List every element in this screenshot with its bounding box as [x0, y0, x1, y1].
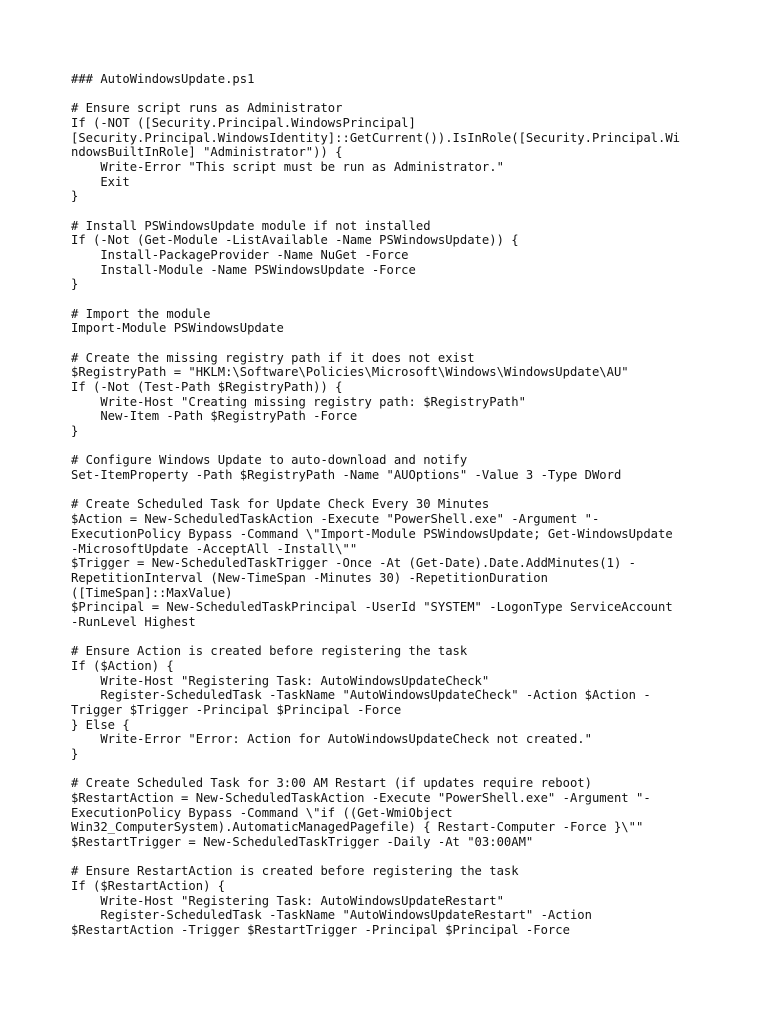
code-line: # Create Scheduled Task for 3:00 AM Restart (if updates require reboot) — [71, 776, 592, 791]
blank-line — [71, 483, 711, 498]
blank-line — [71, 762, 711, 777]
code-line: # Create Scheduled Task for Update Check Every 30 Minutes — [71, 497, 490, 512]
code-line: $RestartTrigger = New-ScheduledTaskTrigger -Daily -At "03:00AM" — [71, 834, 534, 849]
blank-line — [71, 630, 711, 645]
code-line: # Ensure script runs as Administrator — [71, 101, 343, 116]
code-line: ExecutionPolicy Bypass -Command \"Import-Module PSWindowsUpdate; Get-WindowsUpdate — [71, 526, 673, 541]
code-line: Import-Module PSWindowsUpdate — [71, 321, 284, 336]
code-line: Register-ScheduledTask -TaskName "AutoWindowsUpdateRestart" -Action — [71, 908, 592, 923]
blank-line — [71, 204, 711, 219]
code-line: ndowsBuiltInRole] "Administrator")) { — [71, 145, 343, 160]
code-line: -MicrosoftUpdate -AcceptAll -Install\"" — [71, 541, 358, 556]
code-line: [Security.Principal.WindowsIdentity]::GetCurrent()).IsInRole([Security.Principal.Wi — [71, 130, 681, 145]
code-line: If (-Not (Get-Module -ListAvailable -Name PSWindowsUpdate)) { — [71, 233, 519, 248]
code-line: $RestartAction = New-ScheduledTaskAction -Execute "PowerShell.exe" -Argument "- — [71, 790, 651, 805]
code-line: New-Item -Path $RegistryPath -Force — [71, 409, 358, 424]
blank-line — [71, 439, 711, 454]
code-line: If ($RestartAction) { — [71, 878, 226, 893]
code-line: # Install PSWindowsUpdate module if not installed — [71, 218, 431, 233]
code-line: # Configure Windows Update to auto-download and notify — [71, 453, 468, 468]
code-line: If ($Action) { — [71, 658, 174, 673]
code-line: # Import the module — [71, 306, 211, 321]
code-line: -RunLevel Highest — [71, 614, 196, 629]
code-line: $Trigger = New-ScheduledTaskTrigger -Once -At (Get-Date).Date.AddMinutes(1) - — [71, 556, 636, 571]
code-line: } — [71, 189, 79, 204]
code-line: Install-Module -Name PSWindowsUpdate -Force — [71, 262, 416, 277]
code-line: } — [71, 277, 79, 292]
code-line: $Action = New-ScheduledTaskAction -Execute "PowerShell.exe" -Argument "- — [71, 512, 600, 527]
code-line: ExecutionPolicy Bypass -Command \"if ((Get-WmiObject — [71, 805, 453, 820]
blank-line — [71, 87, 711, 102]
code-line: Write-Error "This script must be run as Administrator." — [71, 160, 504, 175]
code-line: } — [71, 746, 79, 761]
blank-line — [71, 292, 711, 307]
blank-line — [71, 850, 711, 865]
code-line: RepetitionInterval (New-TimeSpan -Minutes 30) -RepetitionDuration — [71, 570, 548, 585]
code-line: # Ensure Action is created before registering the task — [71, 644, 468, 659]
code-line: # Ensure RestartAction is created before registering the task — [71, 864, 519, 879]
script-code-block — [71, 72, 711, 938]
code-line: $RestartAction -Trigger $RestartTrigger -Principal $Principal -Force — [71, 922, 570, 937]
code-line: } Else { — [71, 717, 130, 732]
code-line: Set-ItemProperty -Path $RegistryPath -Name "AUOptions" -Value 3 -Type DWord — [71, 468, 622, 483]
code-line: Install-PackageProvider -Name NuGet -Force — [71, 248, 409, 263]
code-line: $Principal = New-ScheduledTaskPrincipal -UserId "SYSTEM" -LogonType ServiceAccount — [71, 600, 673, 615]
code-line: Exit — [71, 174, 130, 189]
code-line: Register-ScheduledTask -TaskName "AutoWindowsUpdateCheck" -Action $Action - — [71, 688, 651, 703]
code-line: Write-Host "Creating missing registry path: $RegistryPath" — [71, 394, 526, 409]
code-line: If (-NOT ([Security.Principal.WindowsPrincipal] — [71, 116, 416, 131]
blank-line — [71, 336, 711, 351]
code-line: Write-Host "Registering Task: AutoWindowsUpdateRestart" — [71, 893, 504, 908]
code-line: $RegistryPath = "HKLM:\Software\Policies\Microsoft\Windows\WindowsUpdate\AU" — [71, 365, 629, 380]
code-line: } — [71, 424, 79, 439]
code-line: ([TimeSpan]::MaxValue) — [71, 585, 233, 600]
code-line: # Create the missing registry path if it does not exist — [71, 350, 475, 365]
code-line: Win32_ComputerSystem).AutomaticManagedPagefile) { Restart-Computer -Force }\"" — [71, 820, 644, 835]
code-line: ### AutoWindowsUpdate.ps1 — [71, 72, 255, 86]
code-line: Write-Host "Registering Task: AutoWindowsUpdateCheck" — [71, 673, 490, 688]
code-line: Write-Error "Error: Action for AutoWindowsUpdateCheck not created." — [71, 732, 592, 747]
code-line: Trigger $Trigger -Principal $Principal -Force — [71, 702, 402, 717]
code-line: If (-Not (Test-Path $RegistryPath)) { — [71, 380, 343, 395]
